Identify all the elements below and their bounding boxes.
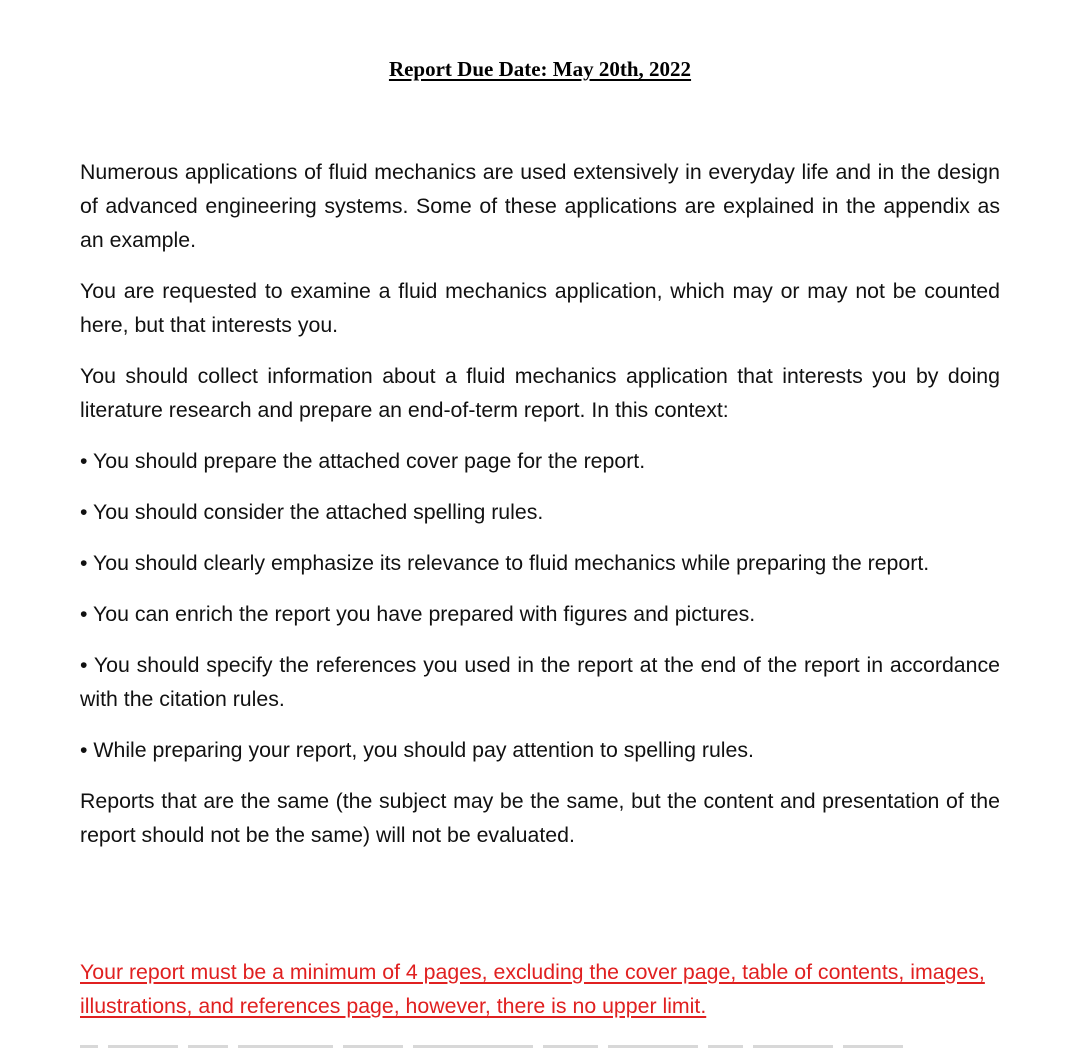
minimum-pages-notice: Your report must be a minimum of 4 pages, excluding the cover page, table of contents, images, illustrations, and references page, however, there is no upper limit. xyxy=(80,960,985,1018)
paragraph-evaluation: Reports that are the same (the subject may be the same, but the content and presentation of the report should not be the same) will not be evaluated. xyxy=(80,789,1000,847)
bullet-spelling-attention: • While preparing your report, you should pay attention to spelling rules. xyxy=(80,738,754,762)
cut-off-text-line xyxy=(80,1036,940,1048)
bullet-references: • You should specify the references you used in the report at the end of the report in accordance with the citation rules. xyxy=(80,653,1000,711)
due-date-title-text: Report Due Date: May 20th, 2022 xyxy=(388,57,692,81)
bullet-relevance: • You should clearly emphasize its relevance to fluid mechanics while preparing the report. xyxy=(80,551,930,575)
document-body xyxy=(80,155,1000,869)
bullet-spelling-rules: • You should consider the attached spelling rules. xyxy=(80,500,544,524)
paragraph-context: You should collect information about a fluid mechanics application that interests you by doing literature research and prepare an end-of-term report. In this context: xyxy=(80,364,1000,422)
paragraph-request: You are requested to examine a fluid mechanics application, which may or may not be counted here, but that interests you. xyxy=(80,279,1000,337)
paragraph-intro: Numerous applications of fluid mechanics are used extensively in everyday life and in the design of advanced engineering systems. Some of these applications are explained in the appendix as an example. xyxy=(80,160,1000,252)
bullet-cover-page: • You should prepare the attached cover page for the report. xyxy=(80,449,646,473)
bullet-figures: • You can enrich the report you have prepared with figures and pictures. xyxy=(80,602,756,626)
due-date-title xyxy=(0,54,1080,84)
